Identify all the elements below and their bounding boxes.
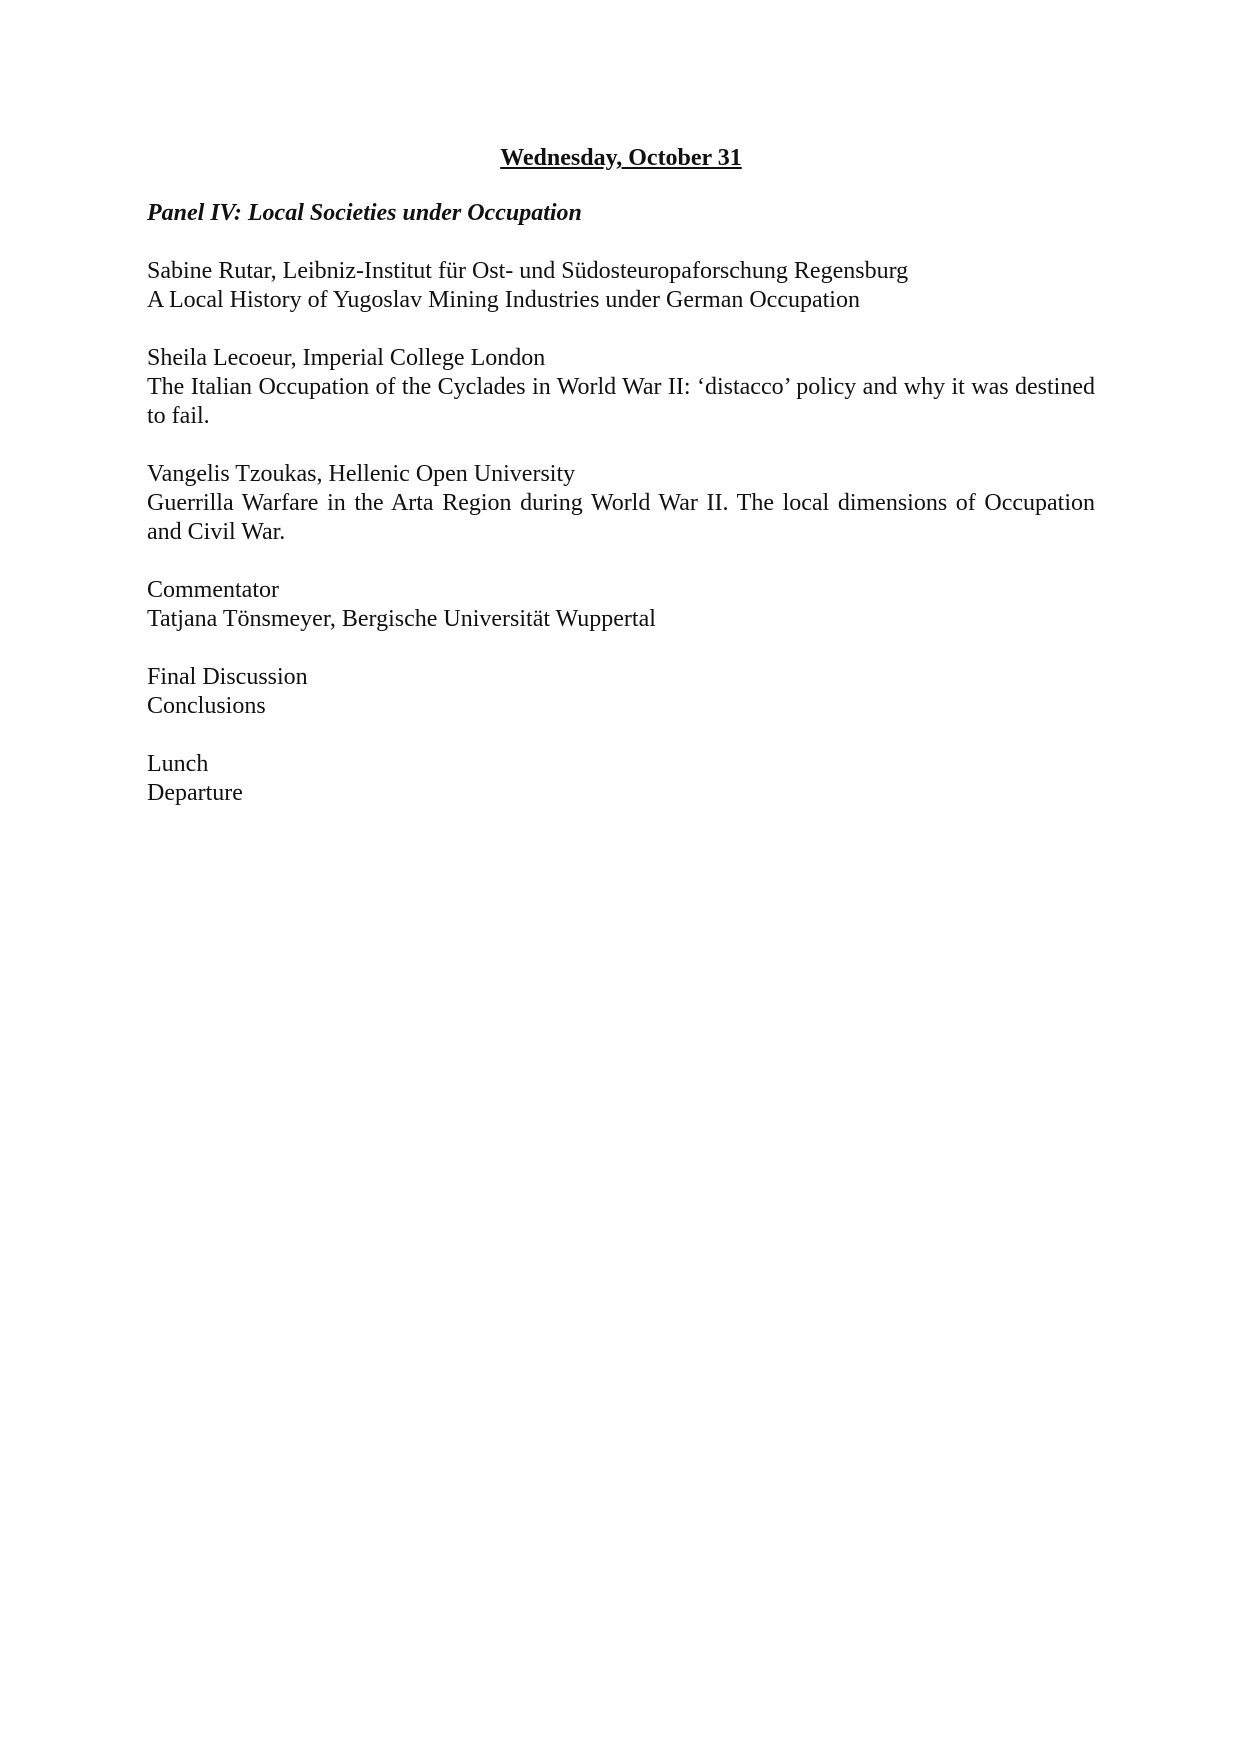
entry-tzoukas xyxy=(147,460,1095,547)
commentator-name: Tatjana Tönsmeyer, Bergische Universität Wuppertal xyxy=(147,606,656,632)
conclusions-line: Conclusions xyxy=(147,693,266,719)
end-block xyxy=(147,750,1095,808)
closing-block xyxy=(147,663,1095,721)
day-heading: Wednesday, October 31 xyxy=(500,145,742,171)
final-discussion-line: Final Discussion xyxy=(147,664,308,690)
entry-rutar xyxy=(147,257,1095,315)
document-page xyxy=(147,142,1095,808)
speaker-line: Vangelis Tzoukas, Hellenic Open University xyxy=(147,461,576,487)
commentator-label: Commentator xyxy=(147,577,279,603)
talk-title: The Italian Occupation of the Cyclades in World War II: ‘distacco’ policy and why it was destined to fail. xyxy=(147,374,1095,429)
entry-lecoeur xyxy=(147,344,1095,431)
commentator-block xyxy=(147,576,1095,634)
lunch-line: Lunch xyxy=(147,751,209,777)
speaker-line: Sabine Rutar, Leibniz-Institut für Ost- und Südosteuropaforschung Regensburg xyxy=(147,258,909,284)
panel-title: Panel IV: Local Societies under Occupation xyxy=(147,200,582,226)
departure-line: Departure xyxy=(147,780,243,806)
speaker-line: Sheila Lecoeur, Imperial College London xyxy=(147,345,546,371)
talk-title: A Local History of Yugoslav Mining Industries under German Occupation xyxy=(147,287,860,313)
talk-title: Guerrilla Warfare in the Arta Region during World War II. The local dimensions of Occupation and Civil War. xyxy=(147,490,1095,545)
